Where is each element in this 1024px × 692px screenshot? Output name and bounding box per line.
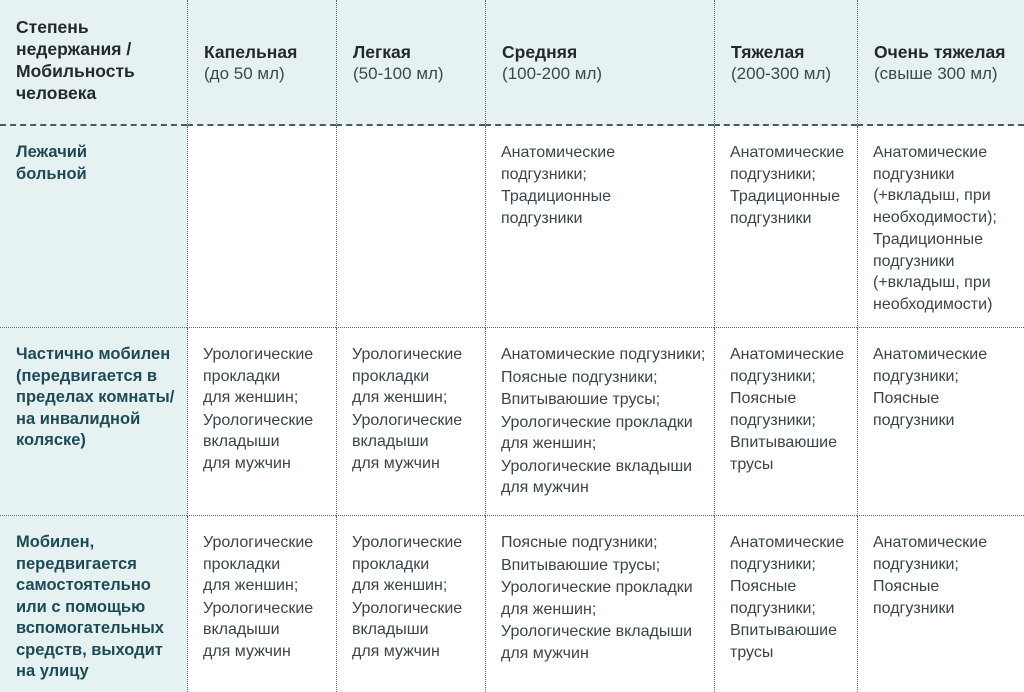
product-entry: Урологические вкладыши для мужчин	[501, 457, 693, 496]
column-header-title: Очень тяжелая	[874, 42, 1006, 62]
table-cell	[187, 328, 336, 516]
column-header-volume: (200-300 мл)	[731, 64, 832, 83]
column-header-heavy	[714, 0, 857, 126]
column-header-medium	[485, 0, 714, 126]
product-entry: Урологические вкладыши для мужчин	[352, 411, 463, 472]
table-cell	[336, 516, 485, 692]
column-header-volume: (100-200 мл)	[502, 64, 603, 83]
product-entry: Впитываюшие трусы;	[501, 556, 661, 574]
table-cell	[485, 516, 714, 692]
product-entry: Анатомические подгузники;	[730, 144, 845, 183]
product-entry: Урологические вкладыши для мужчин	[203, 599, 314, 660]
product-entry: Урологические прокладки для женшин;	[203, 534, 314, 594]
product-entry: Урологические прокладки для женшин;	[203, 346, 314, 406]
row-header-partially-mobile	[0, 328, 187, 516]
column-header-volume: (50-100 мл)	[353, 64, 444, 83]
corner-header-cell	[0, 0, 187, 126]
column-header-title: Тяжелая	[731, 42, 805, 62]
product-entry: Анатомические подгузники (+вкладыш, при необходимости);	[873, 144, 997, 226]
column-header-volume: (до 50 мл)	[204, 64, 285, 83]
row-header-label: Частично мобилен (передвигается в пределах комнаты/ на инвалидной коляске)	[16, 345, 175, 449]
product-entry: Поясные подгузники;	[501, 534, 658, 551]
row-header-bedridden	[0, 126, 187, 328]
table-cell	[857, 328, 1024, 516]
table-cell	[485, 126, 714, 328]
product-entry: Анатомические подгузники;	[730, 346, 845, 385]
product-entry: Поясные подгузники;	[501, 368, 658, 386]
column-header-title: Средняя	[502, 42, 578, 62]
product-entry: Традиционные подгузники (+вкладыш, при необходимости)	[873, 231, 993, 313]
product-entry: Анатомические подгузники;	[873, 534, 988, 573]
product-entry: Урологические вкладыши для мужчин	[203, 411, 314, 472]
product-entry: Урологические прокладки для женшин;	[352, 534, 463, 594]
column-header-title: Легкая	[353, 42, 412, 62]
row-header-mobile	[0, 516, 187, 692]
product-entry: Поясные подгузники;	[730, 390, 816, 429]
table-cell	[485, 328, 714, 516]
column-header-very-heavy	[857, 0, 1024, 126]
column-header-light	[336, 0, 485, 126]
product-entry: Традиционные подгузники	[501, 188, 612, 227]
table-cell	[336, 328, 485, 516]
row-header-label: Лежачий больной	[16, 143, 88, 183]
product-entry: Анатомические подгузники;	[730, 534, 845, 573]
column-header-dripping	[187, 0, 336, 126]
table-cell-empty	[336, 126, 485, 328]
table-cell	[187, 516, 336, 692]
product-entry: Поясные подгузники;	[730, 578, 816, 617]
table-cell	[714, 328, 857, 516]
table-cell	[857, 126, 1024, 328]
product-entry: Впитываюшие трусы;	[501, 391, 661, 408]
product-entry: Урологические прокладки для женшин;	[352, 346, 463, 406]
corner-header-label: Степень недержания / Мобильность человека	[16, 17, 135, 103]
product-entry: Впитываюшие трусы	[730, 434, 837, 473]
product-entry: Впитываюшие трусы	[730, 622, 837, 661]
product-entry: Анатомические подгузники;	[501, 346, 706, 363]
row-header-label: Мобилен, передвигается самостоятельно или с помощью вспомогательных средств, выходит на улицу	[16, 533, 164, 680]
product-entry: Урологические вкладыши для мужчин	[352, 599, 463, 660]
product-entry: Поясные подгузники	[873, 578, 955, 617]
table-cell	[714, 516, 857, 692]
product-entry: Урологические прокладки для женшин;	[501, 413, 693, 452]
product-entry: Поясные подгузники	[873, 390, 955, 429]
product-entry: Анатомические подгузники;	[873, 346, 988, 385]
product-entry: Традиционные подгузники	[730, 188, 841, 227]
table-cell-empty	[187, 126, 336, 328]
column-header-title: Капельная	[204, 42, 298, 62]
product-entry: Анатомические подгузники;	[501, 144, 616, 183]
table-cell	[714, 126, 857, 328]
product-entry: Урологические прокладки для женшин;	[501, 579, 693, 618]
table-cell	[857, 516, 1024, 692]
product-entry: Урологические вкладыши для мужчин	[501, 623, 693, 662]
column-header-volume: (свыше 300 мл)	[874, 64, 998, 83]
